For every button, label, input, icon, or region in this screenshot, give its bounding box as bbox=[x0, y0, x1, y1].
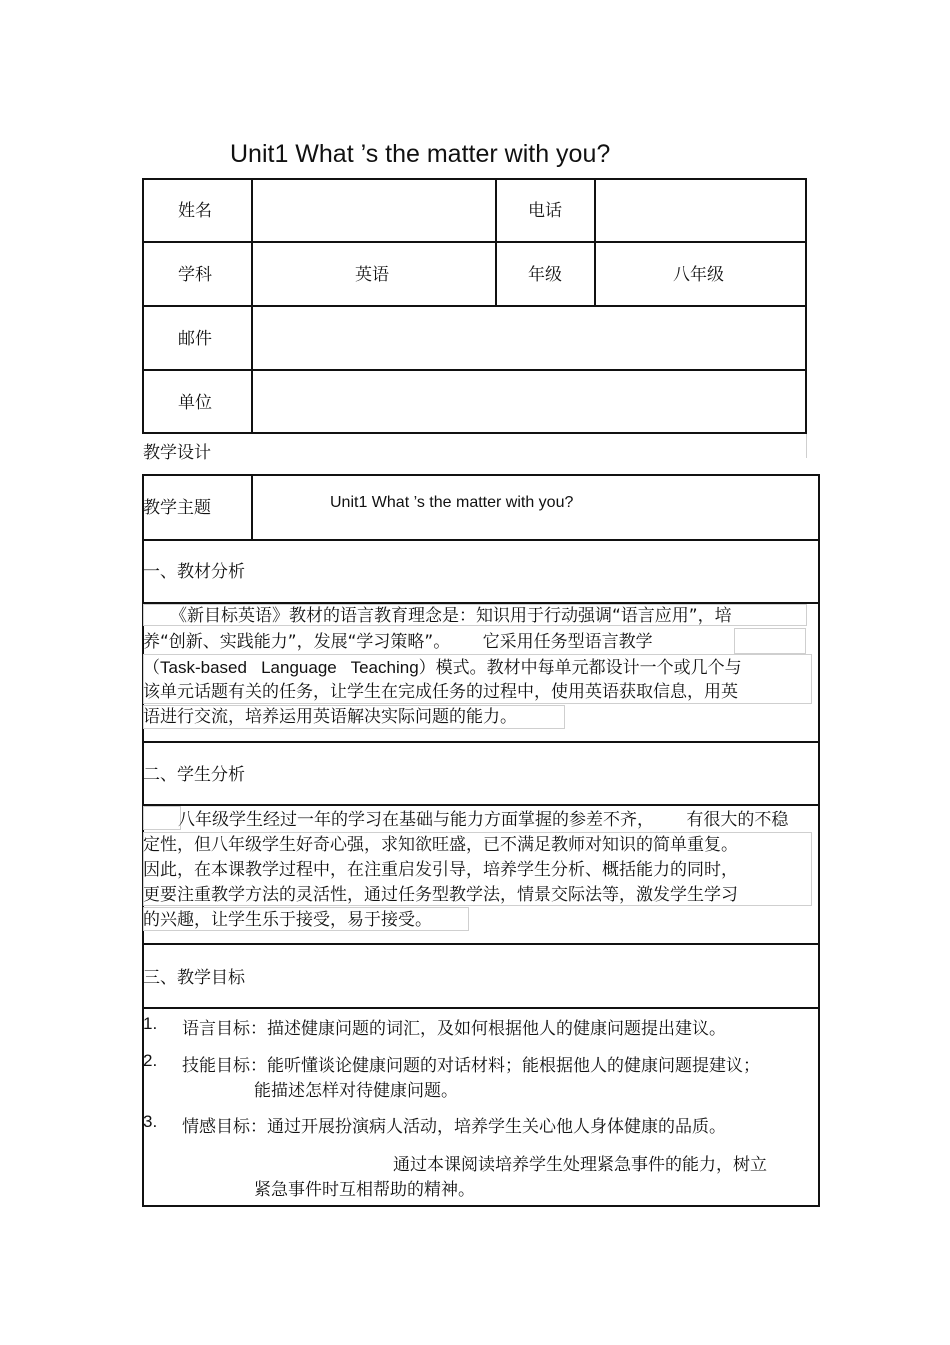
grade-value: 八年级 bbox=[673, 265, 724, 285]
design-heading: 教学设计 bbox=[143, 443, 211, 463]
goal-text: 语言目标：描述健康问题的词汇，及如何根据他人的健康问题提出建议。 bbox=[182, 1019, 726, 1039]
goal-extra-line: 通过本课阅读培养学生处理紧急事件的能力，树立 bbox=[393, 1155, 767, 1175]
section2-heading: 二、学生分析 bbox=[143, 765, 245, 785]
topic-label: 教学主题 bbox=[143, 498, 211, 518]
goal-extra-line: 紧急事件时互相帮助的精神。 bbox=[254, 1180, 475, 1200]
section1-heading: 一、教材分析 bbox=[143, 562, 245, 582]
subject-label: 学科 bbox=[178, 265, 212, 285]
goal-number: 1. bbox=[143, 1014, 158, 1033]
goal-number: 2. bbox=[143, 1051, 158, 1070]
goal-text: 技能目标：能听懂谈论健康问题的对话材料；能根据他人的健康问题提建议； bbox=[182, 1056, 760, 1076]
goal-text: 情感目标：通过开展扮演病人活动，培养学生关心他人身体健康的品质。 bbox=[182, 1117, 726, 1137]
email-label: 邮件 bbox=[178, 329, 212, 349]
subject-value: 英语 bbox=[355, 265, 389, 285]
goal-text-continued: 能描述怎样对待健康问题。 bbox=[254, 1081, 458, 1101]
section3-heading: 三、教学目标 bbox=[143, 968, 245, 988]
grade-label: 年级 bbox=[528, 265, 562, 285]
phone-label: 电话 bbox=[528, 201, 562, 221]
unit-label: 单位 bbox=[178, 393, 212, 413]
topic-value: Unit1 What ’s the matter with you? bbox=[330, 494, 574, 511]
document-title: Unit1 What ’s the matter with you? bbox=[230, 140, 611, 168]
goal-number: 3. bbox=[143, 1112, 158, 1131]
name-label: 姓名 bbox=[178, 201, 212, 221]
